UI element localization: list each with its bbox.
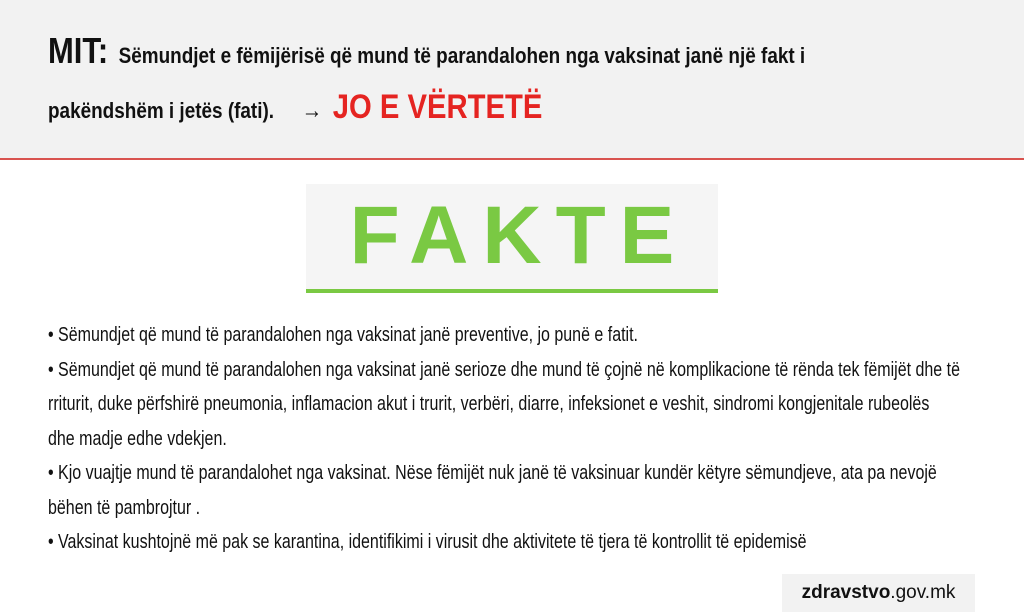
arrow-right-icon: → bbox=[301, 97, 323, 124]
fact-item: • Sëmundjet që mund të parandalohen nga vaksinat janë preventive, jo punë e fatit. bbox=[48, 318, 960, 353]
fact-item: • Vaksinat kushtojnë më pak se karantina, identifikimi i virusit dhe aktivitete të tjera të kontrollit të epidemisë bbox=[48, 525, 960, 560]
myth-text-line1: Sëmundjet e fëmijërisë që mund të parandalohen nga vaksinat janë një fakt i bbox=[118, 43, 806, 68]
source-domain: .gov.mk bbox=[890, 582, 956, 603]
facts-list bbox=[48, 318, 960, 560]
fact-item: • Kjo vuajtje mund të parandalohet nga vaksinat. Nëse fëmijët nuk janë të vaksinuar kundër këtyre sëmundjeve, ata pa nevojë bëhen të pambrojtur . bbox=[48, 456, 960, 525]
source-credit bbox=[782, 574, 975, 612]
myth-label: MIT: bbox=[48, 30, 109, 71]
myth-statement-line1 bbox=[48, 30, 805, 72]
myth-verdict: JO E VËRTETË bbox=[332, 88, 543, 126]
myth-banner bbox=[0, 0, 1024, 160]
facts-heading: FAKTE bbox=[349, 190, 689, 281]
facts-heading-underline bbox=[306, 289, 718, 293]
myth-text-line2: pakëndshëm i jetës (fati). bbox=[48, 98, 275, 123]
fact-item: • Sëmundjet që mund të parandalohen nga vaksinat janë serioze dhe mund të çojnë në komplikacione të rënda tek fëmijët dhe të rriturit, duke përfshirë pneumonia, inflamacion akut i trurit, verbëri, diarre, infeksionet e veshit, sindromi kongjenitale rubeolës dhe madje edhe vdekjen. bbox=[48, 353, 960, 457]
source-name: zdravstvo bbox=[801, 582, 891, 603]
myth-statement-line2 bbox=[48, 88, 542, 127]
